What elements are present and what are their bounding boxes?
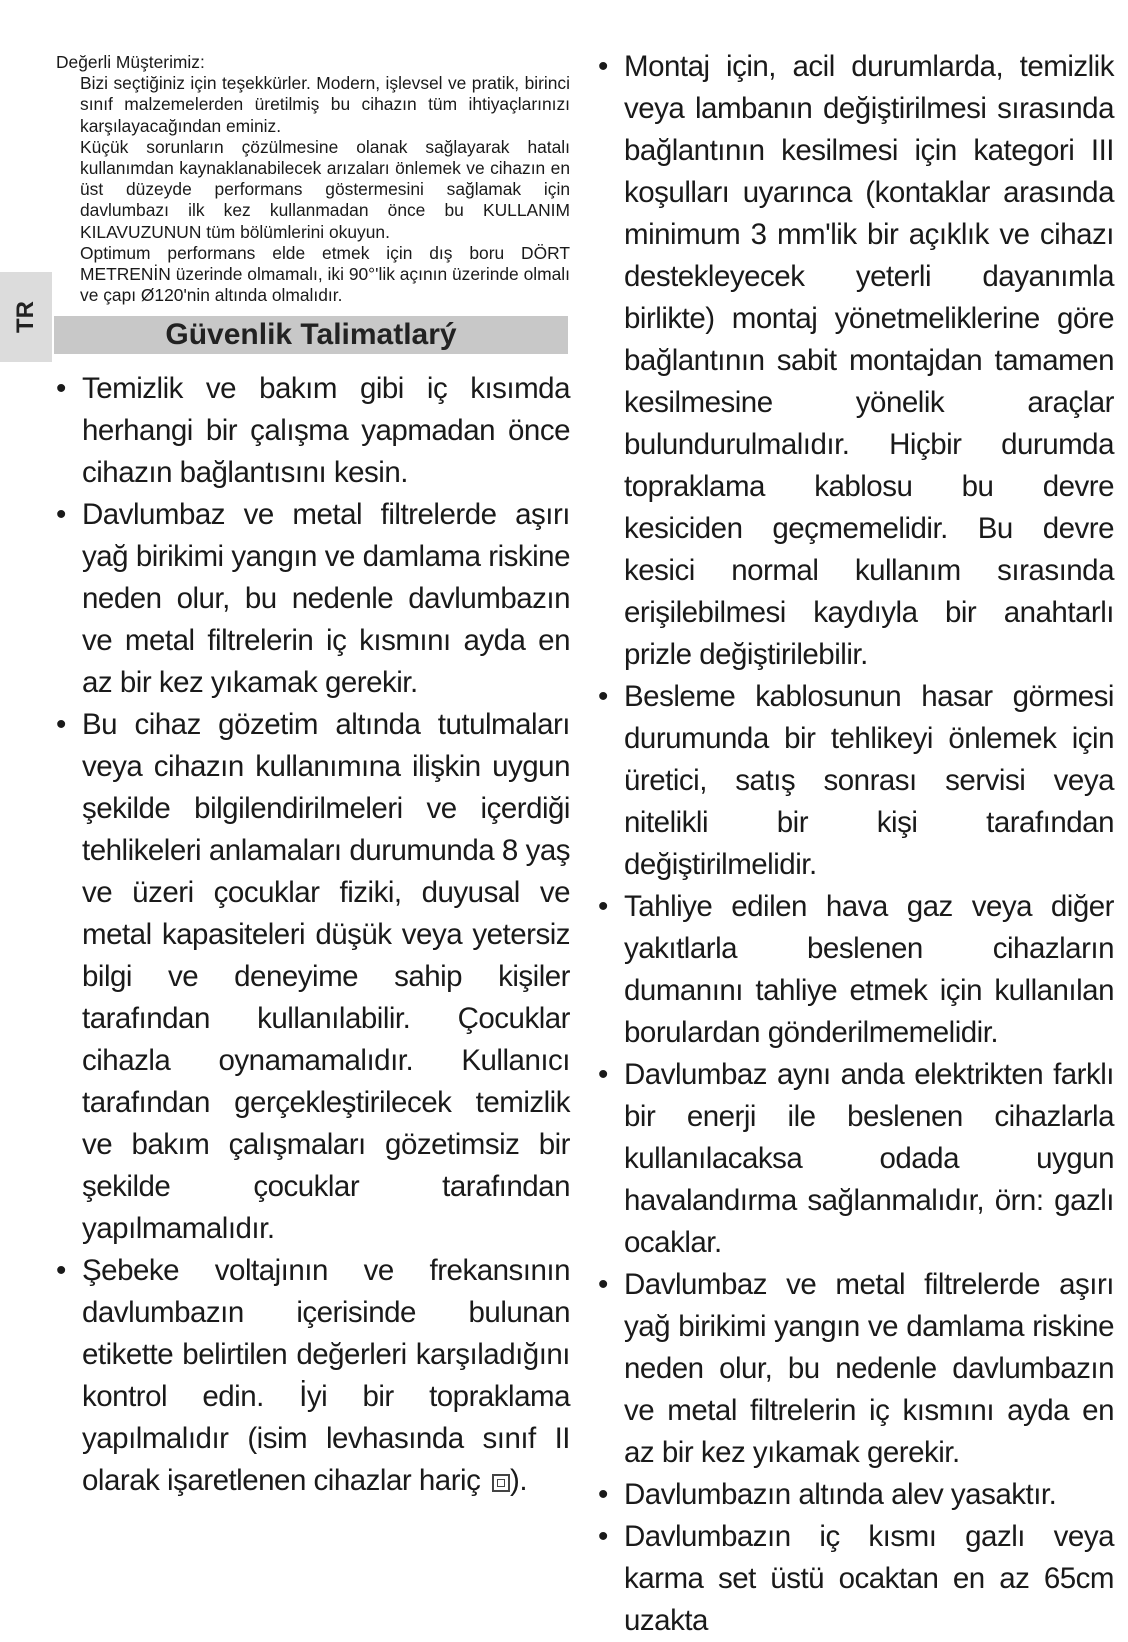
- intro-section: [56, 52, 570, 306]
- intro-paragraph: Küçük sorunların çözülmesine olanak sağlayarak hatalı kullanımdan kaynaklanabilecek arızaları önlemek ve cihazın en üst düzeyde performans göstermesini sağlamak için davlumbazı ilk kez kullanmadan önce bu KULLANIM KILAVUZUNUN tüm bölümlerini okuyun.: [80, 136, 570, 242]
- section-heading: Güvenlik Talimatlarý: [54, 316, 568, 354]
- language-tab: [0, 272, 52, 362]
- safety-item: • Davlumbaz ve metal filtrelerde aşırı yağ birikimi yangın ve damlama riskine neden olur, bu nedenle davlumbazın ve metal filtrelerin iç kısmını ayda en az bir kez yıkamak gerekir.: [56, 494, 570, 704]
- right-column: [598, 46, 1114, 1642]
- safety-item-text: Şebeke voltajının ve frekansının davlumbazın içerisinde bulunan etikette belirtilen değerleri karşıladığını kontrol edin. İyi bir topraklama yapılmalıdır (isim levhasında sınıf II olarak işaretlenen cihazlar hariç: [82, 1254, 570, 1498]
- safety-item: • Besleme kablosunun hasar görmesi durumunda bir tehlikeyi önlemek için üretici, satış sonrası servisi veya nitelikli bir kişi tarafından değiştirilmelidir.: [598, 676, 1114, 886]
- safety-item-end: ).: [510, 1464, 528, 1498]
- left-column: [56, 52, 570, 1502]
- intro-paragraph: Bizi seçtiğiniz için teşekkürler. Modern, işlevsel ve pratik, birinci sınıf malzemelerden üretilmiş bu cihazın tüm ihtiyaçlarınızı karşılayacağından eminiz.: [80, 73, 570, 136]
- safety-list-left: [56, 368, 570, 1502]
- safety-item: • Temizlik ve bakım gibi iç kısımda herhangi bir çalışma yapmadan önce cihazın bağlantısını kesin.: [56, 368, 570, 494]
- safety-item: • Davlumbazın iç kısmı gazlı veya karma set üstü ocaktan en az 65cm uzakta: [598, 1516, 1114, 1642]
- language-tab-label: TR: [12, 301, 39, 333]
- safety-item: • Davlumbaz aynı anda elektrikten farklı bir enerji ile beslenen cihazlarla kullanılacaksa odada uygun havalandırma sağlanmalıdır, örn: gazlı ocaklar.: [598, 1054, 1114, 1264]
- safety-item: • Tahliye edilen hava gaz veya diğer yakıtlarla beslenen cihazların dumanını tahliye etmek için kullanılan borulardan gönderilmemelidir.: [598, 886, 1114, 1054]
- safety-item: • Bu cihaz gözetim altında tutulmaları veya cihazın kullanımına ilişkin uygun şekilde bilgilendirilmeleri ve içerdiği tehlikeleri anlamaları durumunda 8 yaş ve üzeri çocuklar fiziki, duyusal ve metal kapasiteleri düşük veya yetersiz bilgi ve deneyime sahip kişiler tarafından kullanılabilir. Çocuklar cihazla oynamamalıdır. Kullanıcı tarafından gerçekleştirilecek temizlik ve bakım çalışmaları gözetimsiz bir şekilde çocuklar tarafından yapılmamalıdır.: [56, 704, 570, 1250]
- safety-item: [56, 1250, 570, 1502]
- class-ii-double-square-icon: [492, 1474, 510, 1492]
- intro-greeting: Değerli Müşterimiz:: [56, 52, 205, 72]
- safety-item: • Davlumbazın altında alev yasaktır.: [598, 1474, 1114, 1516]
- safety-item: • Montaj için, acil durumlarda, temizlik veya lambanın değiştirilmesi sırasında bağlantının kesilmesi için kategori III koşulları uyarınca (kontaklar arasında minimum 3 mm'lik bir açıklık ve cihazı destekleyecek yeterli dayanımla birlikte) montaj yönetmeliklerine göre bağlantının sabit montajdan tamamen kesilmesine yönelik araçlar bulundurulmalıdır. Hiçbir durumda topraklama kablosu bu devre kesiciden geçmemelidir. Bu devre kesici normal kullanım sırasında erişilebilmesi kaydıyla bir anahtarlı prizle değiştirilebilir.: [598, 46, 1114, 676]
- safety-item: • Davlumbaz ve metal filtrelerde aşırı yağ birikimi yangın ve damlama riskine neden olur, bu nedenle davlumbazın ve metal filtrelerin iç kısmını ayda en az bir kez yıkamak gerekir.: [598, 1264, 1114, 1474]
- intro-paragraph: Optimum performans elde etmek için dış boru DÖRT METRENİN üzerinde olmamalı, iki 90°'lik açının üzerinde olmalı ve çapı Ø120'nin altında olmalıdır.: [80, 242, 570, 306]
- safety-list-right: [598, 46, 1114, 1642]
